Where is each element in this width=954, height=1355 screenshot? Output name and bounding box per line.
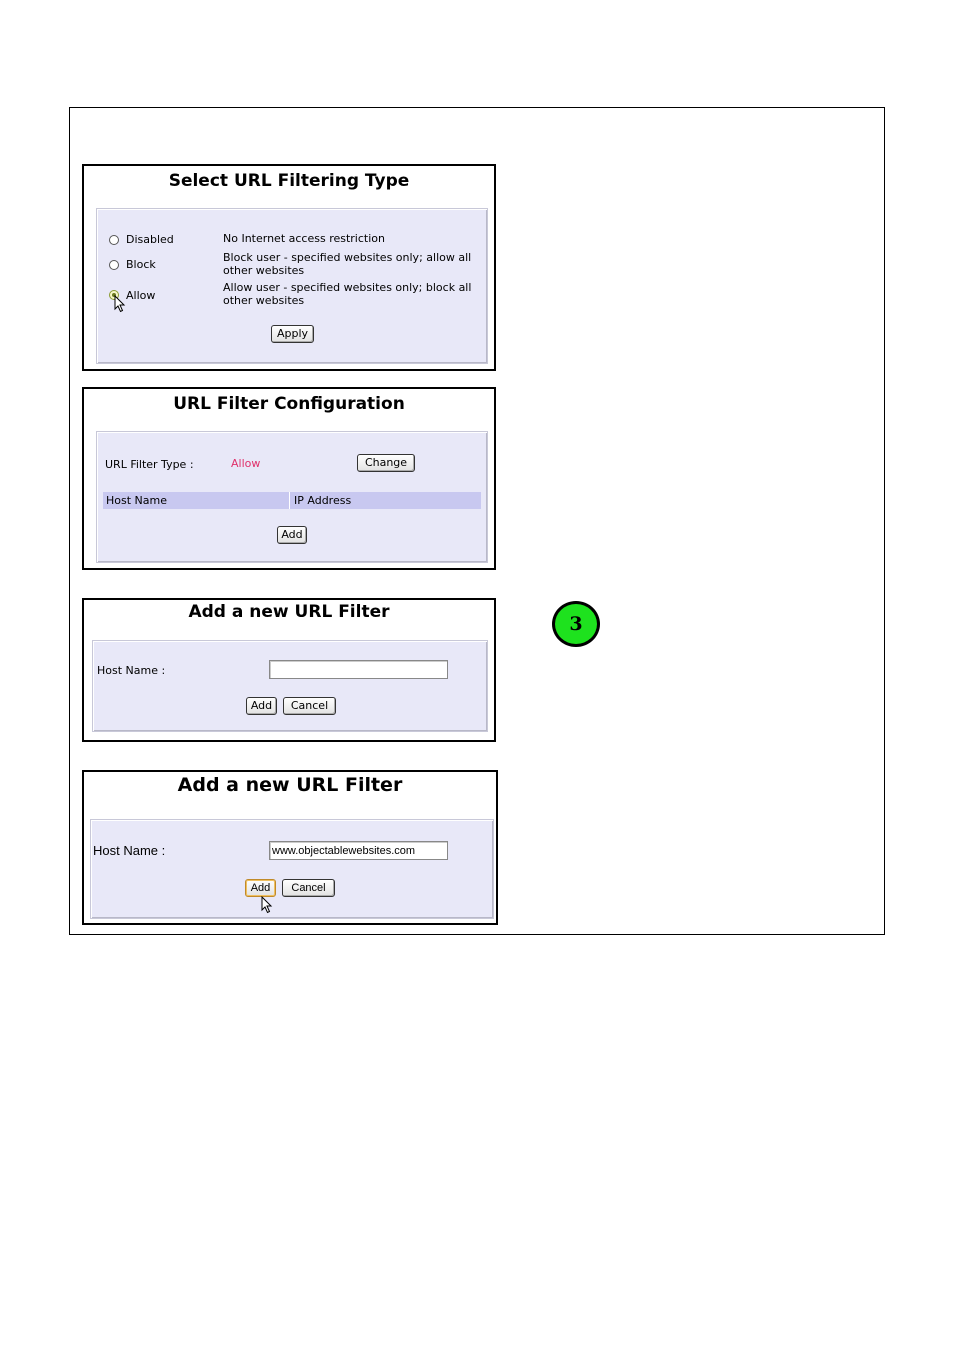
host-name-input[interactable]	[269, 660, 448, 679]
apply-button[interactable]: Apply	[271, 325, 314, 343]
option-label-block: Block	[126, 258, 156, 271]
column-ip-address: IP Address	[294, 494, 352, 507]
step-number-badge: 3	[552, 601, 600, 647]
mouse-pointer-icon	[261, 896, 273, 914]
option-desc-block: Block user - specified websites only; allow all other websites	[223, 251, 472, 277]
filter-type-label: URL Filter Type :	[105, 458, 194, 471]
host-table-header	[103, 492, 481, 509]
panel-title: Add a new URL Filter	[177, 774, 403, 796]
add-button[interactable]: Add	[245, 879, 276, 897]
add-filter-panel	[92, 640, 488, 732]
add-url-filter-filled-screenshot	[82, 770, 498, 925]
option-label-disabled: Disabled	[126, 233, 174, 246]
add-filter-panel	[90, 819, 494, 919]
radio-disabled[interactable]	[109, 235, 119, 245]
option-desc-disabled: No Internet access restriction	[223, 232, 385, 245]
add-button[interactable]: Add	[246, 697, 277, 715]
filter-config-panel	[96, 431, 488, 563]
host-name-label: Host Name :	[93, 843, 166, 858]
panel-title: Select URL Filtering Type	[168, 171, 410, 191]
add-url-filter-empty-screenshot	[82, 598, 496, 742]
mouse-pointer-icon	[114, 295, 126, 313]
filter-type-panel	[96, 208, 488, 364]
filter-type-value: Allow	[231, 457, 261, 470]
panel-title: URL Filter Configuration	[173, 394, 405, 414]
option-desc-allow: Allow user - specified websites only; block all other websites	[223, 281, 472, 307]
panel-title: Add a new URL Filter	[188, 602, 390, 622]
column-divider	[289, 492, 290, 509]
radio-block[interactable]	[109, 260, 119, 270]
cancel-button[interactable]: Cancel	[282, 879, 335, 897]
change-button[interactable]: Change	[357, 454, 415, 472]
host-name-label: Host Name :	[97, 664, 166, 677]
select-url-filtering-type-screenshot	[82, 164, 496, 371]
option-label-allow: Allow	[126, 289, 156, 302]
host-name-input[interactable]	[269, 841, 448, 860]
url-filter-configuration-screenshot	[82, 387, 496, 570]
column-host-name: Host Name	[106, 494, 167, 507]
cancel-button[interactable]: Cancel	[283, 697, 336, 715]
add-button[interactable]: Add	[277, 526, 307, 544]
